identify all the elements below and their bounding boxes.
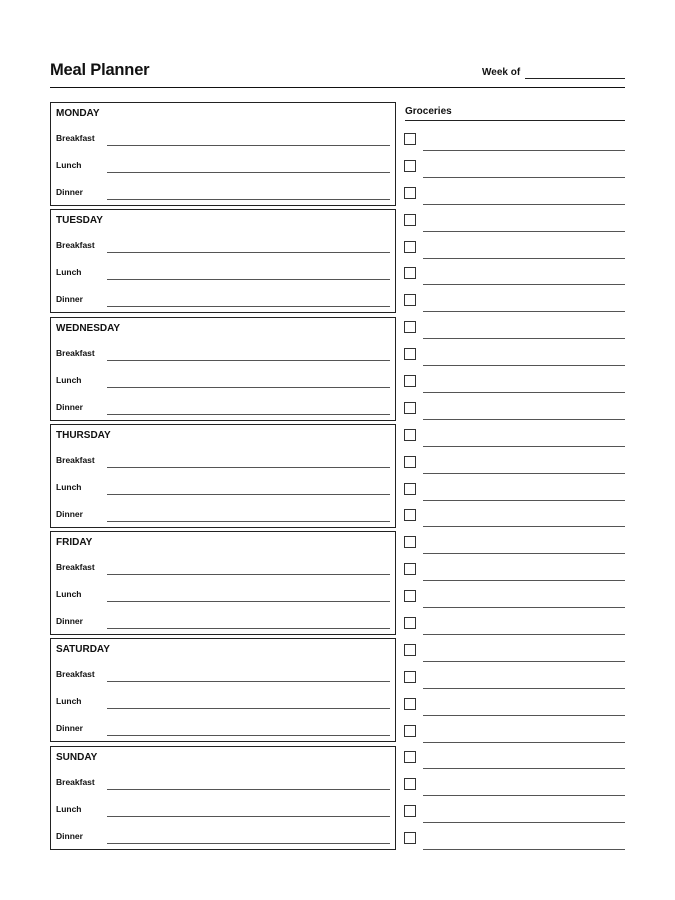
meal-row-dinner xyxy=(51,616,395,630)
grocery-item xyxy=(404,241,625,268)
meal-label: Dinner xyxy=(56,294,83,305)
grocery-entry-field[interactable] xyxy=(423,150,625,151)
grocery-entry-field[interactable] xyxy=(423,688,625,689)
meal-entry-field[interactable] xyxy=(107,681,390,682)
grocery-item xyxy=(404,187,625,214)
grocery-entry-field[interactable] xyxy=(423,284,625,285)
day-section-saturday xyxy=(50,638,396,742)
grocery-entry-field[interactable] xyxy=(423,231,625,232)
grocery-item xyxy=(404,671,625,698)
meal-row-lunch xyxy=(51,589,395,603)
grocery-item xyxy=(404,805,625,832)
grocery-checkbox[interactable] xyxy=(404,214,416,226)
day-section-sunday xyxy=(50,746,396,850)
meal-row-breakfast xyxy=(51,562,395,576)
day-name: SATURDAY xyxy=(56,644,110,656)
meal-label: Dinner xyxy=(56,401,83,412)
grocery-item xyxy=(404,617,625,644)
grocery-entry-field[interactable] xyxy=(423,607,625,608)
grocery-entry-field[interactable] xyxy=(423,849,625,850)
meal-label: Dinner xyxy=(56,830,83,841)
meal-entry-field[interactable] xyxy=(107,387,390,388)
meal-label: Breakfast xyxy=(56,133,95,143)
week-of-field[interactable] xyxy=(525,78,625,79)
grocery-checkbox[interactable] xyxy=(404,187,416,199)
grocery-checkbox[interactable] xyxy=(404,241,416,253)
days-column xyxy=(50,102,396,853)
grocery-entry-field[interactable] xyxy=(423,661,625,662)
meal-row-lunch xyxy=(51,804,395,818)
grocery-checkbox[interactable] xyxy=(404,563,416,575)
grocery-entry-field[interactable] xyxy=(423,258,625,259)
meal-row-breakfast xyxy=(51,455,395,469)
meal-entry-field[interactable] xyxy=(107,145,390,146)
grocery-entry-field[interactable] xyxy=(423,446,625,447)
meal-label: Breakfast xyxy=(56,669,95,680)
day-name: MONDAY xyxy=(56,108,100,119)
meal-entry-field[interactable] xyxy=(107,467,390,468)
grocery-item xyxy=(404,456,625,483)
grocery-item xyxy=(404,348,625,375)
grocery-item xyxy=(404,725,625,752)
grocery-checkbox[interactable] xyxy=(404,671,416,683)
meal-entry-field[interactable] xyxy=(107,628,390,629)
day-section-friday xyxy=(50,531,396,635)
day-name: TUESDAY xyxy=(56,215,103,227)
meal-label: Breakfast xyxy=(56,240,95,251)
grocery-checkbox[interactable] xyxy=(404,429,416,441)
meal-entry-field[interactable] xyxy=(107,789,390,790)
day-name: WEDNESDAY xyxy=(56,322,121,334)
grocery-checkbox[interactable] xyxy=(404,133,416,145)
day-section-tuesday xyxy=(50,209,396,313)
grocery-checkbox[interactable] xyxy=(404,348,416,360)
meal-entry-field[interactable] xyxy=(107,601,390,602)
meal-label: Breakfast xyxy=(56,776,95,787)
grocery-checkbox[interactable] xyxy=(404,832,416,844)
grocery-checkbox[interactable] xyxy=(404,644,416,656)
grocery-item xyxy=(404,402,625,429)
meal-entry-field[interactable] xyxy=(107,306,390,307)
grocery-list xyxy=(404,133,625,859)
meal-entry-field[interactable] xyxy=(107,199,390,200)
meal-row-breakfast xyxy=(51,133,395,147)
grocery-item xyxy=(404,321,625,348)
grocery-checkbox[interactable] xyxy=(404,751,416,763)
grocery-item xyxy=(404,509,625,536)
grocery-item xyxy=(404,429,625,456)
grocery-item xyxy=(404,133,625,160)
meal-row-breakfast xyxy=(51,669,395,683)
grocery-item xyxy=(404,536,625,563)
day-name: SUNDAY xyxy=(56,751,98,763)
header-rule xyxy=(50,87,625,88)
meal-row-lunch xyxy=(51,267,395,281)
grocery-checkbox[interactable] xyxy=(404,698,416,710)
grocery-checkbox[interactable] xyxy=(404,590,416,602)
grocery-item xyxy=(404,644,625,671)
grocery-item xyxy=(404,751,625,778)
grocery-checkbox[interactable] xyxy=(404,402,416,414)
meal-label: Lunch xyxy=(56,374,82,385)
meal-row-breakfast xyxy=(51,777,395,791)
meal-label: Dinner xyxy=(56,508,83,519)
meal-label: Breakfast xyxy=(56,454,95,465)
grocery-item xyxy=(404,590,625,617)
meal-label: Breakfast xyxy=(56,347,95,358)
grocery-entry-field[interactable] xyxy=(423,526,625,527)
meal-entry-field[interactable] xyxy=(107,172,390,173)
meal-label: Lunch xyxy=(56,803,82,814)
meal-row-dinner xyxy=(51,509,395,523)
grocery-item xyxy=(404,698,625,725)
meal-entry-field[interactable] xyxy=(107,279,390,280)
grocery-item xyxy=(404,375,625,402)
grocery-entry-field[interactable] xyxy=(423,634,625,635)
grocery-checkbox[interactable] xyxy=(404,536,416,548)
meal-entry-field[interactable] xyxy=(107,708,390,709)
grocery-entry-field[interactable] xyxy=(423,392,625,393)
day-section-monday xyxy=(50,102,396,206)
grocery-entry-field[interactable] xyxy=(423,580,625,581)
grocery-entry-field[interactable] xyxy=(423,365,625,366)
grocery-item xyxy=(404,563,625,590)
grocery-checkbox[interactable] xyxy=(404,805,416,817)
grocery-entry-field[interactable] xyxy=(423,500,625,501)
grocery-entry-field[interactable] xyxy=(423,177,625,178)
meal-entry-field[interactable] xyxy=(107,521,390,522)
grocery-entry-field[interactable] xyxy=(423,311,625,312)
meal-entry-field[interactable] xyxy=(107,735,390,736)
grocery-entry-field[interactable] xyxy=(423,473,625,474)
meal-entry-field[interactable] xyxy=(107,574,390,575)
meal-entry-field[interactable] xyxy=(107,414,390,415)
meal-entry-field[interactable] xyxy=(107,252,390,253)
meal-label: Dinner xyxy=(56,187,83,197)
grocery-checkbox[interactable] xyxy=(404,778,416,790)
meal-label: Dinner xyxy=(56,616,83,627)
grocery-checkbox[interactable] xyxy=(404,267,416,279)
meal-label: Lunch xyxy=(56,481,82,492)
week-of-label: Week of xyxy=(482,67,521,78)
page-title: Meal Planner xyxy=(50,61,150,79)
meal-row-dinner xyxy=(51,723,395,737)
day-name: THURSDAY xyxy=(56,429,111,441)
day-section-wednesday xyxy=(50,317,396,421)
grocery-checkbox[interactable] xyxy=(404,725,416,737)
grocery-item xyxy=(404,832,625,859)
meal-entry-field[interactable] xyxy=(107,360,390,361)
meal-row-breakfast xyxy=(51,348,395,362)
meal-row-breakfast xyxy=(51,240,395,254)
meal-row-lunch xyxy=(51,160,395,174)
grocery-item xyxy=(404,294,625,321)
grocery-entry-field[interactable] xyxy=(423,419,625,420)
meal-row-dinner xyxy=(51,187,395,201)
grocery-entry-field[interactable] xyxy=(423,822,625,823)
grocery-item xyxy=(404,160,625,187)
meal-label: Lunch xyxy=(56,267,82,278)
meal-row-lunch xyxy=(51,375,395,389)
grocery-entry-field[interactable] xyxy=(423,204,625,205)
meal-label: Lunch xyxy=(56,696,82,707)
grocery-checkbox[interactable] xyxy=(404,456,416,468)
meal-entry-field[interactable] xyxy=(107,494,390,495)
meal-entry-field[interactable] xyxy=(107,843,390,844)
grocery-item xyxy=(404,267,625,294)
grocery-checkbox[interactable] xyxy=(404,375,416,387)
grocery-entry-field[interactable] xyxy=(423,553,625,554)
meal-row-dinner xyxy=(51,831,395,845)
grocery-checkbox[interactable] xyxy=(404,321,416,333)
meal-row-dinner xyxy=(51,294,395,308)
grocery-item xyxy=(404,483,625,510)
meal-label: Lunch xyxy=(56,160,82,170)
meal-row-dinner xyxy=(51,402,395,416)
grocery-entry-field[interactable] xyxy=(423,768,625,769)
grocery-checkbox[interactable] xyxy=(404,617,416,629)
meal-entry-field[interactable] xyxy=(107,816,390,817)
day-name: FRIDAY xyxy=(56,537,93,549)
groceries-rule xyxy=(405,120,625,121)
grocery-checkbox[interactable] xyxy=(404,483,416,495)
meal-label: Breakfast xyxy=(56,562,95,573)
groceries-title: Groceries xyxy=(405,106,452,117)
grocery-entry-field[interactable] xyxy=(423,338,625,339)
meal-row-lunch xyxy=(51,482,395,496)
grocery-entry-field[interactable] xyxy=(423,715,625,716)
grocery-entry-field[interactable] xyxy=(423,795,625,796)
meal-row-lunch xyxy=(51,696,395,710)
grocery-entry-field[interactable] xyxy=(423,742,625,743)
grocery-item xyxy=(404,214,625,241)
day-section-thursday xyxy=(50,424,396,528)
grocery-checkbox[interactable] xyxy=(404,294,416,306)
grocery-checkbox[interactable] xyxy=(404,509,416,521)
meal-label: Lunch xyxy=(56,589,82,600)
grocery-checkbox[interactable] xyxy=(404,160,416,172)
grocery-item xyxy=(404,778,625,805)
meal-label: Dinner xyxy=(56,723,83,734)
